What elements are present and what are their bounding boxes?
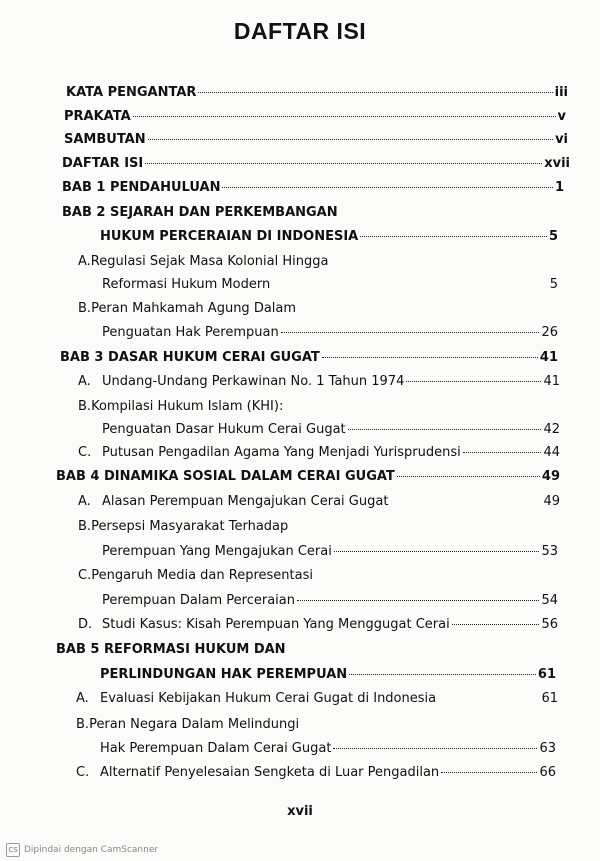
toc-entry: [100, 228, 558, 246]
toc-entry: [62, 155, 570, 173]
toc-entry: [102, 543, 558, 561]
toc-subentry-first-line: [78, 398, 283, 416]
dot-leader: [360, 236, 547, 237]
toc-entry-continuation: HUKUM PERCERAIAN DI INDONESIA: [100, 229, 359, 244]
toc-entry-page: 49: [541, 469, 560, 484]
toc-entry-letter: C.: [76, 765, 90, 780]
toc-entry-label: Peran Mahkamah Agung Dalam: [91, 301, 297, 316]
dot-leader: [463, 452, 542, 453]
toc-entry-page: 66: [539, 765, 556, 780]
toc-entry-page: 49: [543, 494, 560, 509]
toc-subentry-first-line: [78, 518, 288, 536]
toc-entry-page: 41: [543, 374, 560, 389]
toc-entry-label: BAB 2 SEJARAH DAN PERKEMBANGAN: [62, 205, 338, 220]
toc-entry: [78, 616, 558, 634]
toc-entry-page: 44: [543, 445, 560, 460]
toc-entry-page: v: [557, 109, 566, 124]
toc-entry-label: Alternatif Penyelesaian Sengketa di Luar Pengadilan: [100, 765, 440, 780]
toc-entry-label: Peran Negara Dalam Melindungi: [89, 717, 300, 732]
toc-entry: [62, 179, 564, 197]
scanner-watermark: [6, 843, 158, 857]
toc-entry-label: Kompilasi Hukum Islam (KHI):: [91, 399, 284, 414]
toc-entry-page: 5: [548, 229, 558, 244]
dot-leader: [406, 381, 541, 382]
toc-entry-letter: A.: [78, 494, 91, 509]
dot-leader: [198, 92, 552, 93]
toc-entry-label: Evaluasi Kebijakan Hukum Cerai Gugat di Indonesia: [100, 691, 437, 706]
toc-entry-page: 61: [537, 667, 556, 682]
toc-entry-label: Pengaruh Media dan Representasi: [91, 568, 313, 583]
toc-entry-letter: C.: [78, 445, 92, 460]
dot-leader: [281, 332, 540, 333]
toc-entry-page: 41: [539, 350, 558, 365]
toc-entry-continuation: Penguatan Hak Perempuan: [102, 325, 279, 340]
toc-entry: [56, 468, 560, 486]
dot-leader: [148, 139, 553, 140]
toc-entry-label: BAB 4 DINAMIKA SOSIAL DALAM CERAI GUGAT: [56, 469, 395, 484]
dot-leader: [333, 748, 537, 749]
dot-leader: [349, 674, 536, 675]
toc-entry-label: Persepsi Masyarakat Terhadap: [91, 519, 289, 534]
toc-entry: [100, 666, 556, 684]
toc-entry-page: 1: [554, 180, 564, 195]
toc-entry-page: 61: [541, 691, 558, 706]
toc-entry: [100, 740, 556, 758]
toc-entry: [78, 444, 560, 462]
toc-entry-letter: A.: [78, 254, 91, 269]
toc-entry-page: vi: [555, 132, 568, 147]
toc-entry-label: PRAKATA: [64, 109, 131, 124]
toc-entry: [76, 690, 558, 708]
toc-entry-letter: D.: [78, 617, 93, 632]
toc-entry: [102, 276, 558, 294]
toc-entry: [102, 324, 558, 342]
toc-entry-page: iii: [554, 85, 568, 100]
toc-entry: [66, 84, 568, 102]
dot-leader: [334, 551, 540, 552]
toc-entry-continuation: Perempuan Dalam Perceraian: [102, 593, 295, 608]
toc-subentry-first-line: [76, 716, 299, 734]
toc-entry-label: KATA PENGANTAR: [66, 85, 197, 100]
toc-entry-letter: A.: [76, 691, 89, 706]
toc-entry-page: 63: [539, 741, 556, 756]
toc-entry: [76, 764, 556, 782]
dot-leader: [397, 476, 540, 477]
toc-entry-label: Studi Kasus: Kisah Perempuan Yang Menggugat Cerai: [102, 617, 450, 632]
dot-leader: [322, 357, 538, 358]
toc-entry-page: 5: [549, 277, 558, 292]
toc-entry-letter: A.: [78, 374, 91, 389]
toc-entry-continuation: Hak Perempuan Dalam Cerai Gugat: [100, 741, 332, 756]
toc-entry-label: Putusan Pengadilan Agama Yang Menjadi Yurisprudensi: [102, 445, 461, 460]
toc-entry-letter: B.: [78, 399, 92, 414]
toc-entry-page: xvii: [544, 156, 570, 171]
page-number: xvii: [287, 804, 313, 819]
toc-entry: [78, 373, 560, 391]
toc-entry-page: 54: [541, 593, 558, 608]
toc-entry-letter: B.: [78, 519, 92, 534]
dot-leader: [145, 163, 542, 164]
toc-entry: [60, 349, 558, 367]
toc-entry-continuation: Reformasi Hukum Modern: [102, 277, 271, 292]
toc-entry-label: Undang-Undang Perkawinan No. 1 Tahun 1974: [102, 374, 405, 389]
dot-leader: [133, 116, 556, 117]
toc-subentry-first-line: [78, 567, 313, 585]
toc-entry-label: BAB 5 REFORMASI HUKUM DAN: [56, 642, 286, 657]
toc-entry-continuation: PERLINDUNGAN HAK PEREMPUAN: [100, 667, 348, 682]
toc-entry-label: SAMBUTAN: [64, 132, 146, 147]
page-title: DAFTAR ISI: [233, 18, 367, 44]
toc-entry-continuation: Perempuan Yang Mengajukan Cerai: [102, 544, 332, 559]
dot-leader: [441, 772, 537, 773]
toc-entry: [78, 493, 560, 511]
toc-entry-page: 26: [541, 325, 558, 340]
toc-entry-label: Alasan Perempuan Mengajukan Cerai Gugat: [102, 494, 389, 509]
toc-entry-page: 53: [541, 544, 558, 559]
toc-entry-label: DAFTAR ISI: [62, 156, 144, 171]
toc-subentry-first-line: [78, 253, 328, 271]
camscanner-icon: CS: [6, 843, 20, 857]
toc-entry-continuation: Penguatan Dasar Hukum Cerai Gugat: [102, 422, 346, 437]
toc-entry-page: 56: [541, 617, 558, 632]
toc-subentry-first-line: [78, 300, 296, 318]
toc-entry-label: BAB 3 DASAR HUKUM CERAI GUGAT: [60, 350, 320, 365]
toc-entry: [64, 131, 568, 149]
toc-entry: [102, 421, 560, 439]
toc-entry-label: BAB 1 PENDAHULUAN: [62, 180, 221, 195]
dot-leader: [348, 429, 542, 430]
toc-entry-letter: B.: [76, 717, 90, 732]
toc-entry: [102, 592, 558, 610]
toc-entry-label: Regulasi Sejak Masa Kolonial Hingga: [90, 254, 329, 269]
toc-entry-letter: B.: [78, 301, 92, 316]
toc-entry-page: 42: [543, 422, 560, 437]
toc-entry-letter: C.: [78, 568, 92, 583]
scanner-text: Dipindai dengan CamScanner: [24, 845, 159, 855]
dot-leader: [452, 624, 540, 625]
dot-leader: [297, 600, 539, 601]
toc-entry: [64, 108, 566, 126]
dot-leader: [222, 187, 552, 188]
